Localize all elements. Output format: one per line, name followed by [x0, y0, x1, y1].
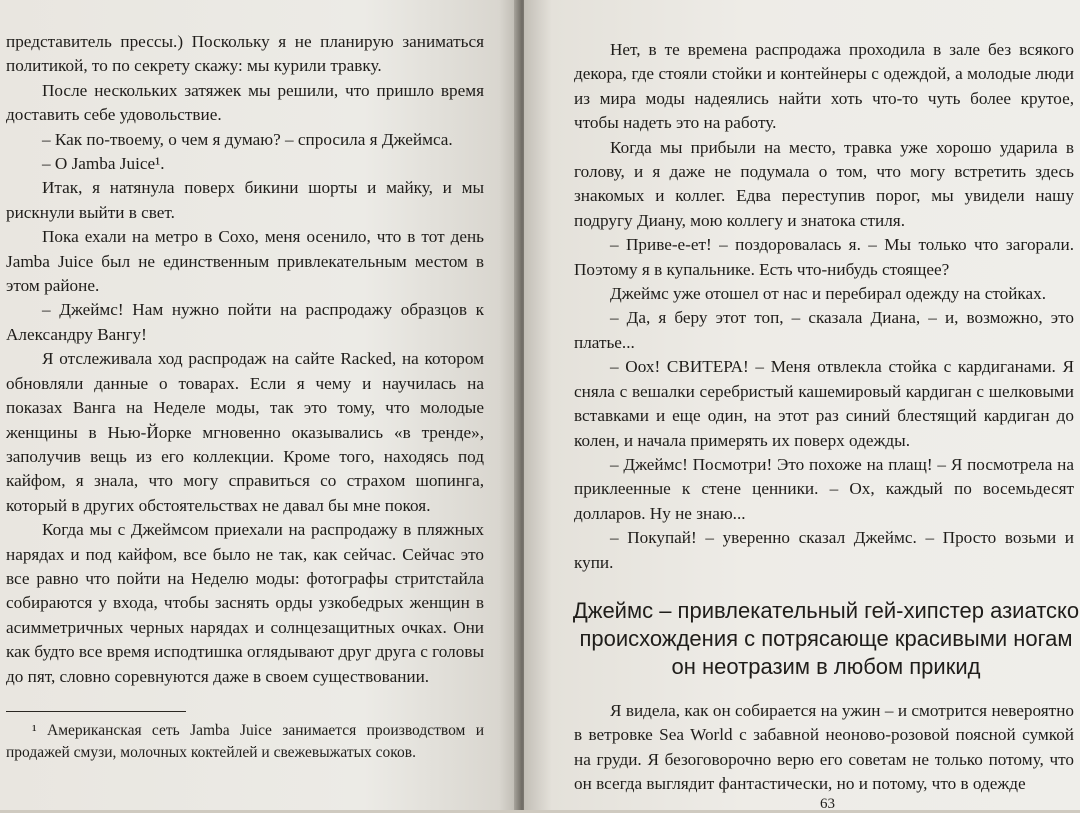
pull-quote-line: происхождения с потрясающе красивыми ногам [579, 625, 1073, 651]
paragraph: Пока ехали на метро в Сохо, меня осенило, что в тот день Jamba Juice был не единственным привлекательным местом в этом районе. [6, 227, 484, 296]
paragraph: Джеймс уже отошел от нас и перебирал одежду на стойках. [610, 284, 1047, 304]
right-page [524, 0, 1080, 810]
paragraph: – Как по-твоему, о чем я думаю? – спросила я Джеймса. [42, 129, 453, 149]
paragraph: – Джеймс! Нам нужно пойти на распродажу образцов к Александру Вангу! [6, 300, 484, 344]
paragraph: Я отслеживала ход распродаж на сайте Racked, на котором обновляли данные о товарах. Если я чему и научилась на показах Ванга на Неделе моды, так это тому, что молодые женщины в Нью-Йорке мгновенно оказывались «в тренде», заполучив вещь из его коллекции. Кроме того, находясь под кайфом, я знала, что могу справиться со страхом шопинга, который в других обстоятельствах не давал бы мне покоя. [6, 349, 484, 515]
pull-quote-line: он неотразим в любом прикид [671, 653, 981, 679]
pull-quote-line: Джеймс – привлекательный гей-хипстер азиатско [572, 597, 1080, 623]
paragraph: – Оох! СВИТЕРА! – Меня отвлекла стойка с кардиганами. Я сняла с вешалки серебристый кашемировый кардиган с шелковыми вставками и еще один, на этот раз синий блестящий кардиган до колен, и начала примерять их поверх одежды. [574, 357, 1074, 450]
paragraph: – Приве-е-ет! – поздоровалась я. – Мы только что загорали. Поэтому я в купальнике. Есть что-нибудь стоящее? [574, 235, 1074, 279]
paragraph: После нескольких затяжек мы решили, что пришло время доставить себе удовольствие. [6, 80, 484, 125]
paragraph: – О Jamba Juice¹. [42, 154, 165, 174]
paragraph: Итак, я натянула поверх бикини шорты и майку, и мы рискнули выйти в свет. [6, 178, 484, 222]
page-number: 63 [820, 796, 835, 812]
paragraph: Нет, в те времена распродажа проходила в зале без всякого декора, где стояли стойки и контейнеры с одеждой, а молодые люди из мира моды надеялись найти хоть что-то чуть более крутое, чтобы надеть это на работу. [574, 40, 1074, 133]
footnote: ¹ Американская сеть Jamba Juice занимается производством и продажей смузи, молочных коктейлей и свежевыжатых соков. [6, 721, 484, 761]
paragraph: Когда мы с Джеймсом приехали на распродажу в пляжных нарядах и под кайфом, все было не так, как сейчас. Сейчас это все равно что пойти на Неделю моды: фотографы стритстайла собираются у входа, чтобы заснять орды узкобедрых женщин в асимметричных черных нарядах и солнцезащитных очках. Они как будто все время исподтишка оглядывают друг друга с головы до пят, словно соревнуются даже в своем существовании. [6, 520, 484, 686]
footnote-divider [6, 711, 186, 712]
paragraph: – Да, я беру этот топ, – сказала Диана, – и, возможно, это платье... [574, 308, 1074, 352]
left-page [0, 0, 520, 810]
paragraph: – Покупай! – уверенно сказал Джеймс. – Просто возьми и купи. [574, 528, 1074, 572]
paragraph: Я видела, как он собирается на ужин – и смотрится невероятно в ветровке Sea World с забавной неоново-розовой поясной сумкой на груди. Я безоговорочно верю его советам не только потому, что он всегда выглядит фантастически, но и потому, что в одежде [574, 700, 1074, 794]
paragraph: – Джеймс! Посмотри! Это похоже на плащ! – Я посмотрела на приклеенные к стене ценники. – Ох, каждый по восемьдесят долларов. Ну не знаю... [574, 454, 1074, 523]
paragraph: представитель прессы.) Поскольку я не планирую заниматься политикой, то по секрету скажу: мы курили травку. [6, 32, 484, 76]
pull-quote [556, 597, 1080, 681]
paragraph: Когда мы прибыли на место, травка уже хорошо ударила в голову, и я даже не подумала о том, что могу встретить здесь знакомых и коллег. Едва переступив порог, мы увидели нашу подругу Диану, мою коллегу и знатока стиля. [574, 137, 1074, 230]
